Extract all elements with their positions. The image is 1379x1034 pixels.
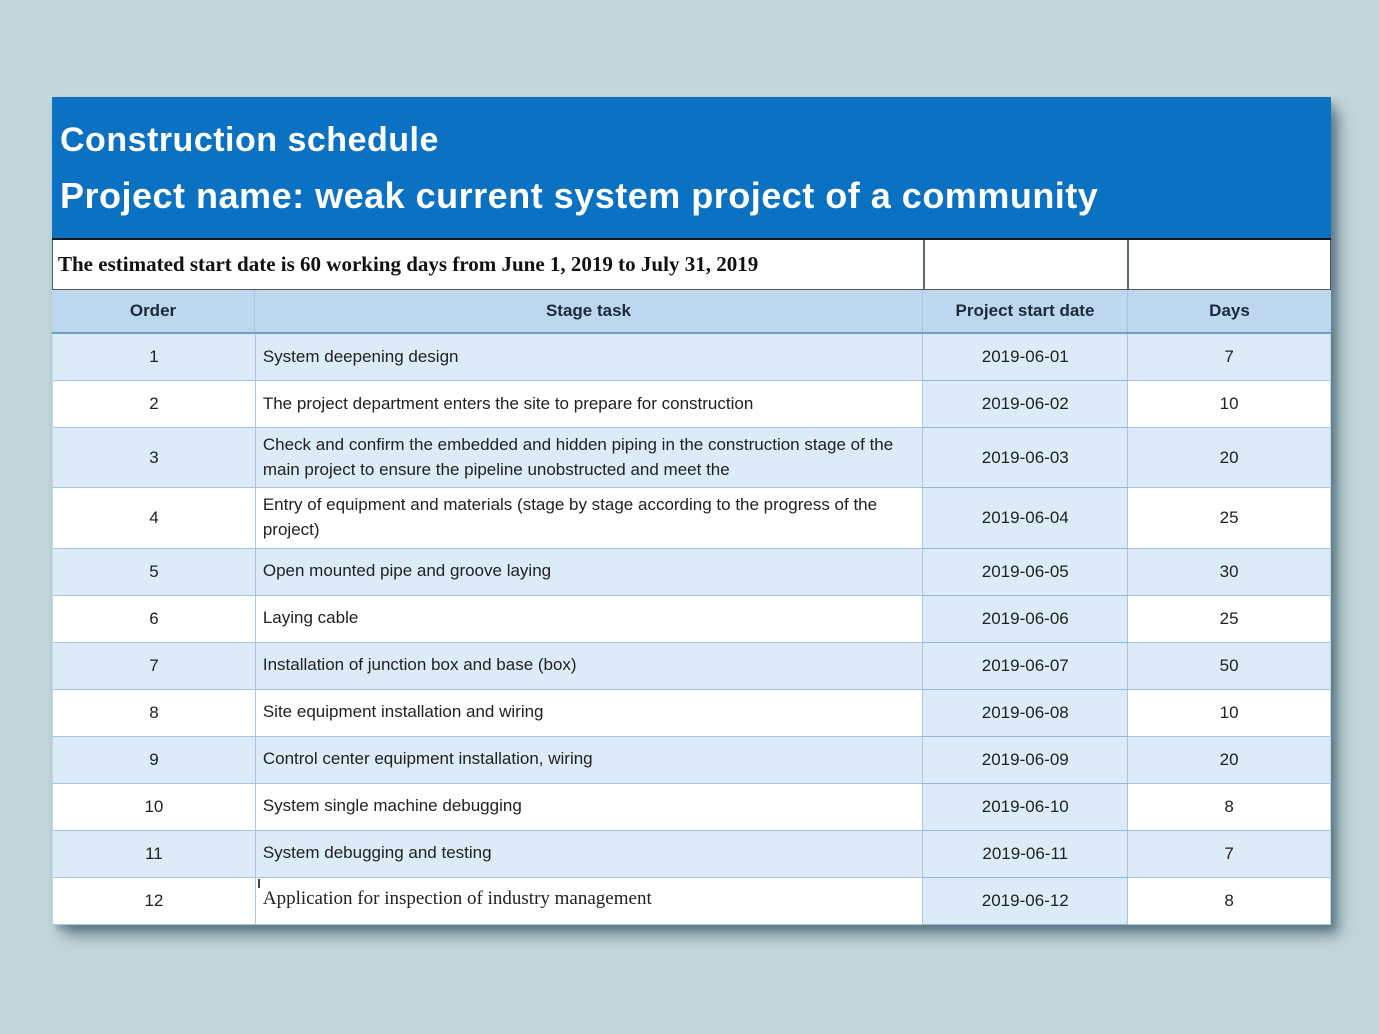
cell-stage-task: System single machine debugging	[256, 784, 923, 831]
cell-project-start-date: 2019-06-12	[923, 878, 1128, 925]
cell-stage-task: Laying cable	[256, 596, 923, 643]
table-row	[53, 737, 1331, 784]
table-row	[53, 878, 1331, 925]
table-row	[53, 690, 1331, 737]
table-row	[53, 428, 1331, 488]
cell-days: 10	[1128, 381, 1331, 428]
title-band	[52, 97, 1331, 240]
estimated-date-note: The estimated start date is 60 working days from June 1, 2019 to July 31, 2019	[58, 252, 759, 276]
cell-project-start-date: 2019-06-05	[923, 549, 1128, 596]
table-header-row	[52, 290, 1331, 334]
cell-project-start-date: 2019-06-08	[923, 690, 1128, 737]
header-cell-stage-task: Stage task	[255, 290, 923, 332]
cell-days: 50	[1128, 643, 1331, 690]
cell-order: 4	[53, 488, 256, 548]
cell-days: 8	[1128, 784, 1331, 831]
cell-days: 8	[1128, 878, 1331, 925]
cell-days: 25	[1128, 488, 1331, 548]
table-row	[53, 549, 1331, 596]
cell-project-start-date: 2019-06-10	[923, 784, 1128, 831]
cell-stage-task: Entry of equipment and materials (stage by stage according to the progress of the project)	[256, 488, 923, 548]
cell-stage-task: System debugging and testing	[256, 831, 923, 878]
cell-days: 10	[1128, 690, 1331, 737]
schedule-sheet	[52, 97, 1331, 925]
cell-order: 12	[53, 878, 256, 925]
header-cell-order: Order	[52, 290, 255, 332]
cell-stage-task: System deepening design	[256, 334, 923, 381]
cell-stage-task: Open mounted pipe and groove laying	[256, 549, 923, 596]
cell-order: 7	[53, 643, 256, 690]
cell-project-start-date: 2019-06-03	[923, 428, 1128, 488]
cell-order: 2	[53, 381, 256, 428]
cell-project-start-date: 2019-06-04	[923, 488, 1128, 548]
cell-project-start-date: 2019-06-11	[923, 831, 1128, 878]
cell-order: 8	[53, 690, 256, 737]
cell-days: 7	[1128, 831, 1331, 878]
cell-days: 25	[1128, 596, 1331, 643]
table-row	[53, 381, 1331, 428]
cell-project-start-date: 2019-06-02	[923, 381, 1128, 428]
cell-stage-task: Installation of junction box and base (box)	[256, 643, 923, 690]
cell-project-start-date: 2019-06-07	[923, 643, 1128, 690]
subtitle-empty-cell-days	[1127, 240, 1330, 289]
cell-project-start-date: 2019-06-06	[923, 596, 1128, 643]
table-row	[53, 831, 1331, 878]
cell-days: 30	[1128, 549, 1331, 596]
cell-project-start-date: 2019-06-01	[923, 334, 1128, 381]
table-row	[53, 488, 1331, 548]
cell-stage-task: Check and confirm the embedded and hidden piping in the construction stage of the main project to ensure the pipeline unobstructed and meet the	[256, 428, 923, 488]
project-name-title: Project name: weak current system project of a community	[60, 175, 1099, 216]
cell-order: 6	[53, 596, 256, 643]
header-cell-days: Days	[1209, 301, 1250, 320]
table-row	[53, 334, 1331, 381]
cell-order: 5	[53, 549, 256, 596]
cell-stage-task: Control center equipment installation, wiring	[256, 737, 923, 784]
page-title: Construction schedule	[60, 121, 439, 159]
cell-order: 11	[53, 831, 256, 878]
cell-stage-task: The project department enters the site to prepare for construction	[256, 381, 923, 428]
cell-stage-task: Application for inspection of industry management	[256, 878, 923, 925]
cell-stage-task: Site equipment installation and wiring	[256, 690, 923, 737]
subtitle-empty-cell-date	[923, 240, 1128, 289]
table-row	[53, 784, 1331, 831]
cell-days: 7	[1128, 334, 1331, 381]
cell-order: 10	[53, 784, 256, 831]
cell-order: 1	[53, 334, 256, 381]
cell-days: 20	[1128, 737, 1331, 784]
cell-order: 9	[53, 737, 256, 784]
cell-order: 3	[53, 428, 256, 488]
table-body	[52, 334, 1331, 925]
cell-project-start-date: 2019-06-09	[923, 737, 1128, 784]
cell-days: 20	[1128, 428, 1331, 488]
table-row	[53, 596, 1331, 643]
subtitle-row	[52, 240, 1331, 290]
table-row	[53, 643, 1331, 690]
cell-artifact-mark	[258, 879, 260, 888]
header-cell-project-start-date: Project start date	[923, 290, 1128, 332]
